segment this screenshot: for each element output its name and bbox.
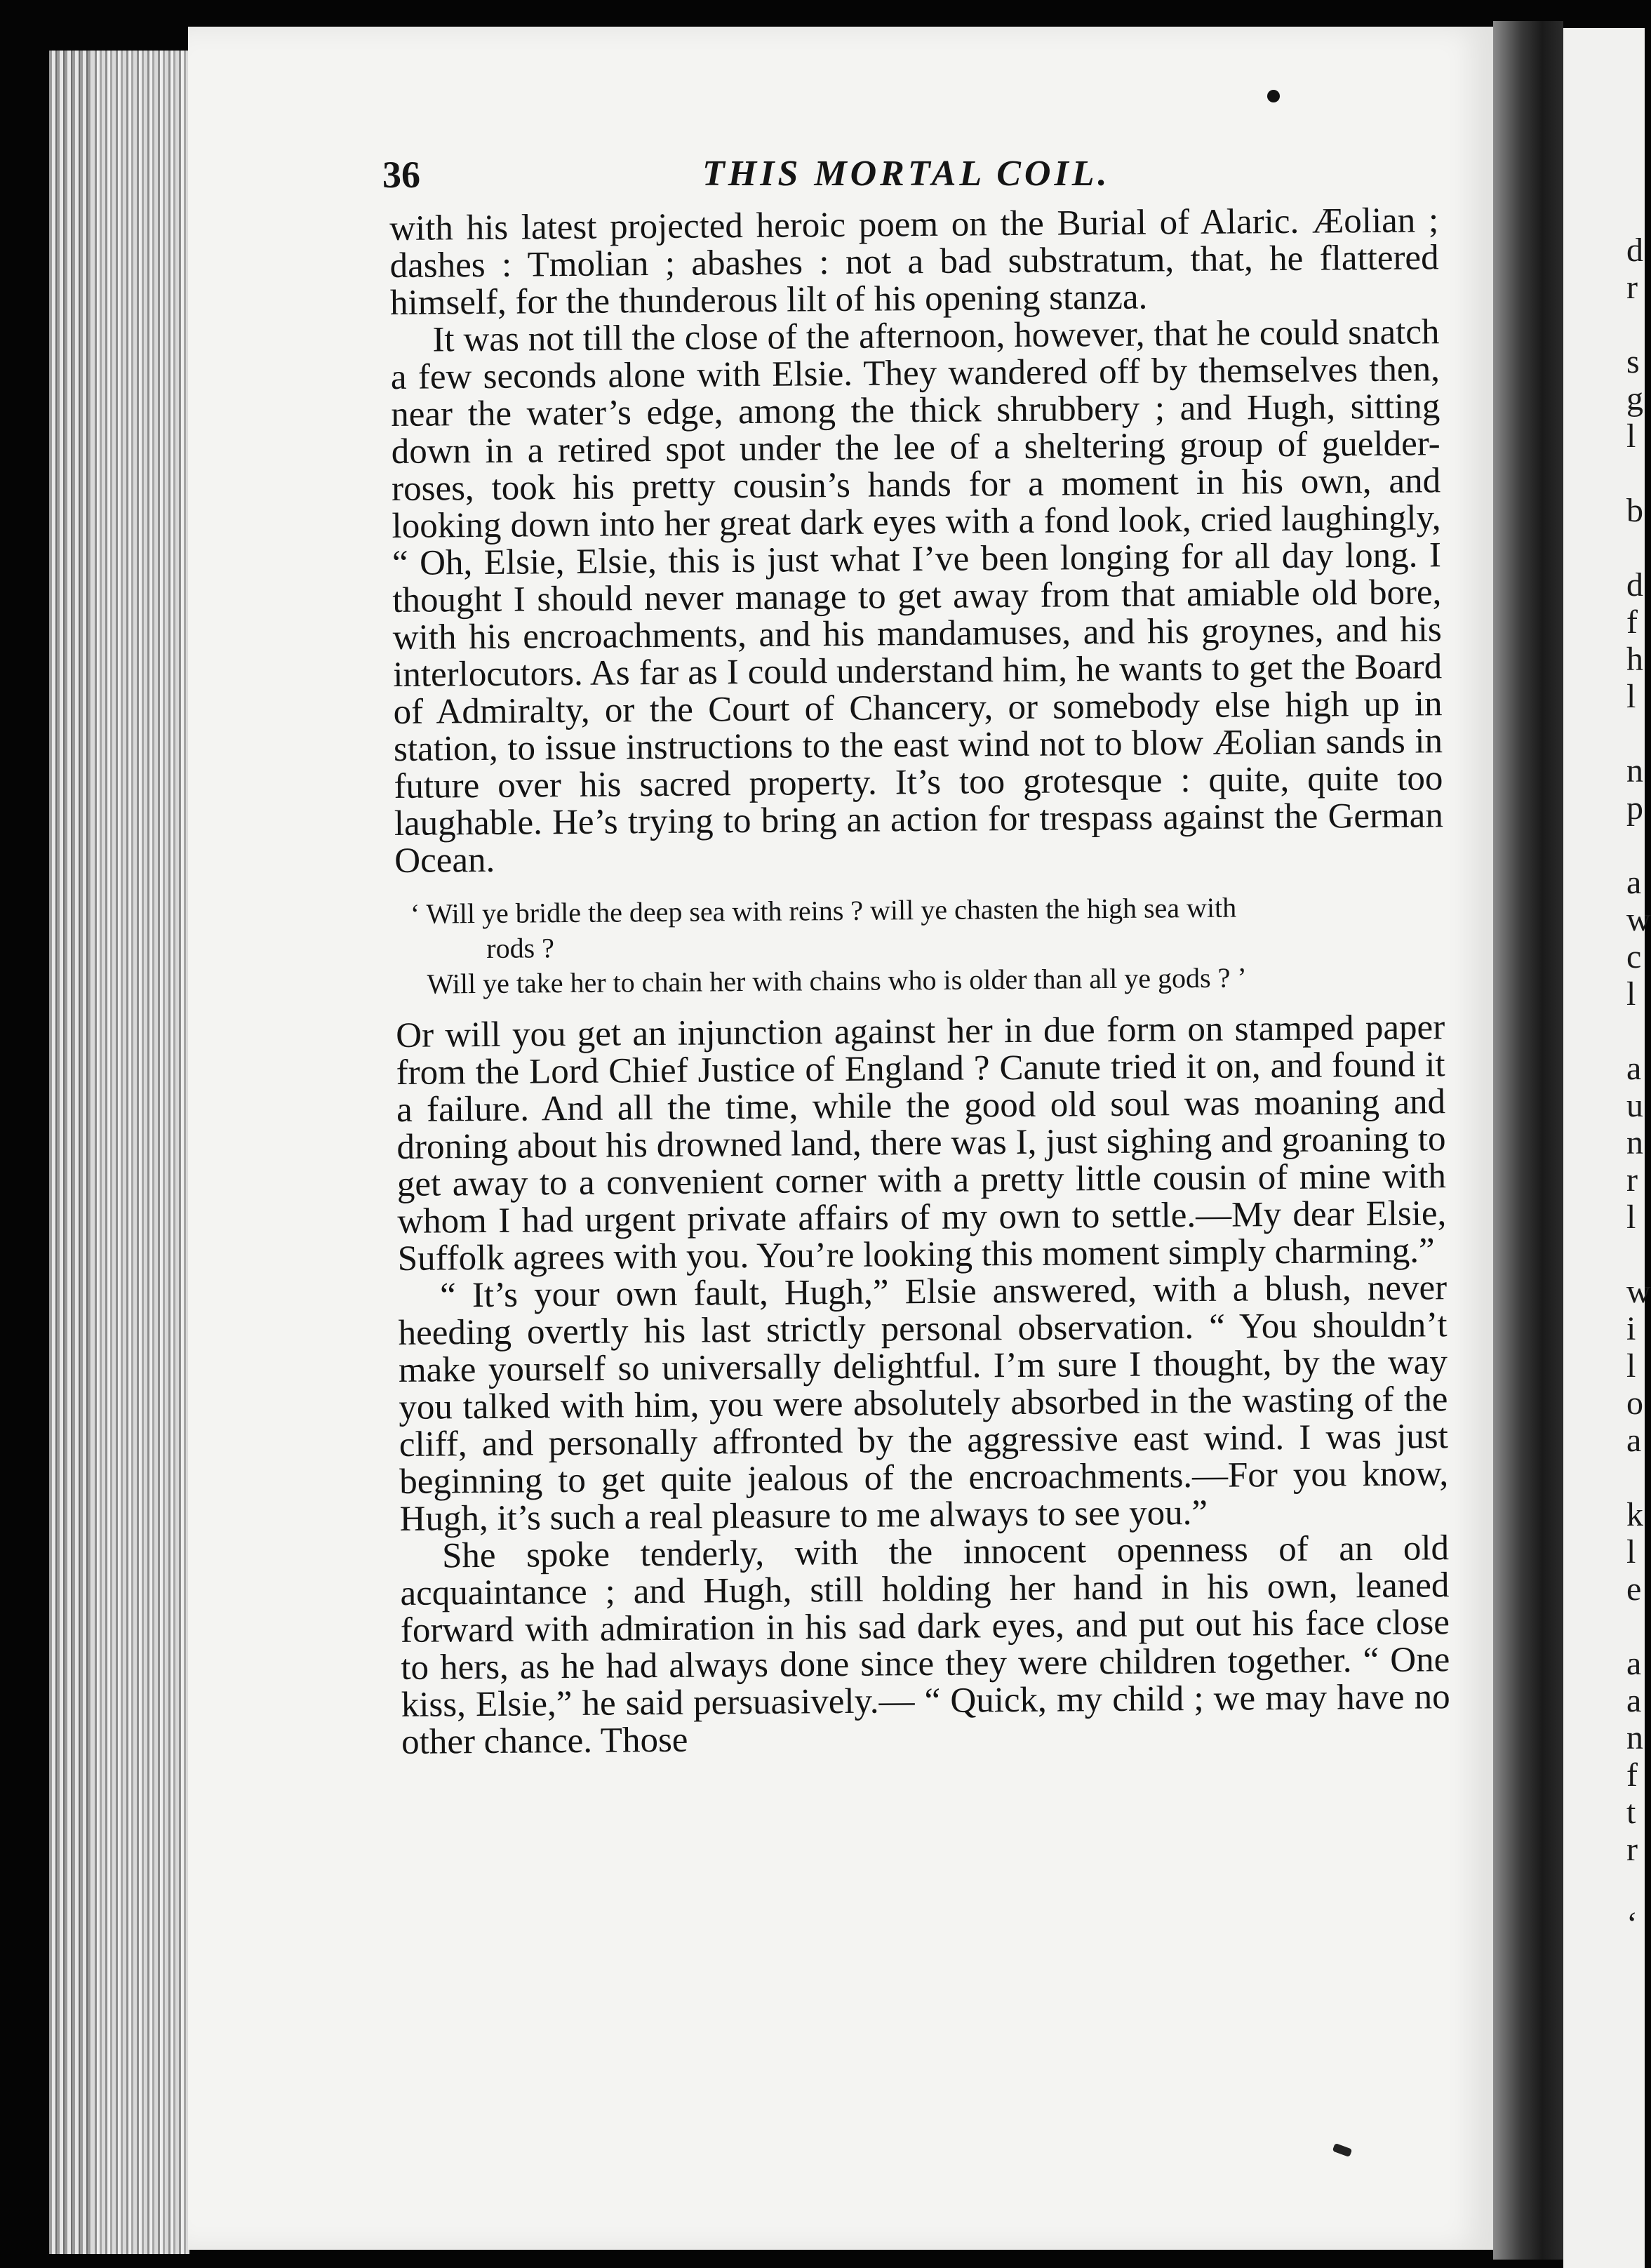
running-header [382, 153, 1435, 202]
body-text [389, 202, 1450, 1761]
facing-page-text: d r s g l b d f h l n p a w c l a u n r l w i l o a k l e a a n f t r ‘ [1626, 232, 1651, 1942]
paragraph: with his latest projected heroic poem on the Burial of Alaric. Æolian ; dashes : Tmolian ; abashes : not a bad substratum, that, he flattered himself, for the thunderous lilt of his opening stanza. [389, 201, 1439, 323]
verse-line: ‘ Will ye bridle the deep sea with reins ? will ye chasten the high sea with [410, 891, 1237, 930]
ink-speck [1267, 90, 1280, 102]
paragraph: She spoke tenderly, with the innocent openness of an old acquaintance ; and Hugh, still holding her hand in his own, leaned forward with admiration in his sad dark eyes, and put out his face close to hers, as he had always done since they were children together. “ One kiss, Elsie,” he said persuasively.— “ Quick, my child ; we may have no other chance. Those [400, 1528, 1450, 1762]
paragraph: It was not till the close of the afternoon, however, that he could snatch a few seconds alone with Elsie. They wandered off by themselves then, near the water’s edge, among the thick shrubbery ; and Hugh, sitting down in a retired spot under the lee of a sheltering group of guelder-roses, took his pretty cousin’s hands for a moment in his own, and looking down into her great dark eyes with a fond look, cried laughingly, “ Oh, Elsie, Elsie, this is just what I’ve been longing for all day long. I thought I should never manage to get away from that amiable old bore, with his encroachments, and his mandamuses, and his groynes, and his interlocutors. As far as I could understand him, he wants to get the Board of Admiralty, or the Court of Chancery, or somebody else high up in station, to issue instructions to the east wind not to blow Æolian sands in future over his sacred property. It’s too grotesque : quite, quite too laughable. He’s trying to bring an action for trespass against the German Ocean. [390, 312, 1444, 881]
page-edges-outer [49, 51, 91, 2254]
running-title: THIS MORTAL COIL. [702, 154, 1111, 194]
paragraph: Or will you get an injunction against her in due form on stamped paper from the Lord Chief Justice of England ? Canute tried it on, and found it a failure. And all the time, while the good old soul was moaning and droning about his drowned land, there was I, just sighing and groaning to get away to a convenient corner with a pretty little cousin of mine with whom I had urgent private affairs of my own to settle.—My dear Elsie, Suffolk agrees with you. You’re looking this moment simply charming.” [396, 1008, 1447, 1279]
verse-line: Will ye take her to chain her with chains who is older than all ye gods ? ’ [427, 961, 1247, 1000]
verse-line: rods ? [486, 932, 555, 964]
paragraph: “ It’s your own fault, Hugh,” Elsie answered, with a blush, never heeding overtly his last strictly personal observation. “ You shouldn’t make yourself so universally delightful. I’m sure I thought, by the way you talked with him, you were absolutely absorbed in the wasting of the cliff, and personally affronted by the aggressive east wind. I was just beginning to get quite jealous of the encroachments.—For you know, Hugh, it’s such a real pleasure to me always to see you.” [398, 1268, 1449, 1539]
book-gutter [1493, 21, 1563, 2260]
page-number: 36 [382, 154, 420, 196]
verse-quotation [395, 888, 1445, 1002]
